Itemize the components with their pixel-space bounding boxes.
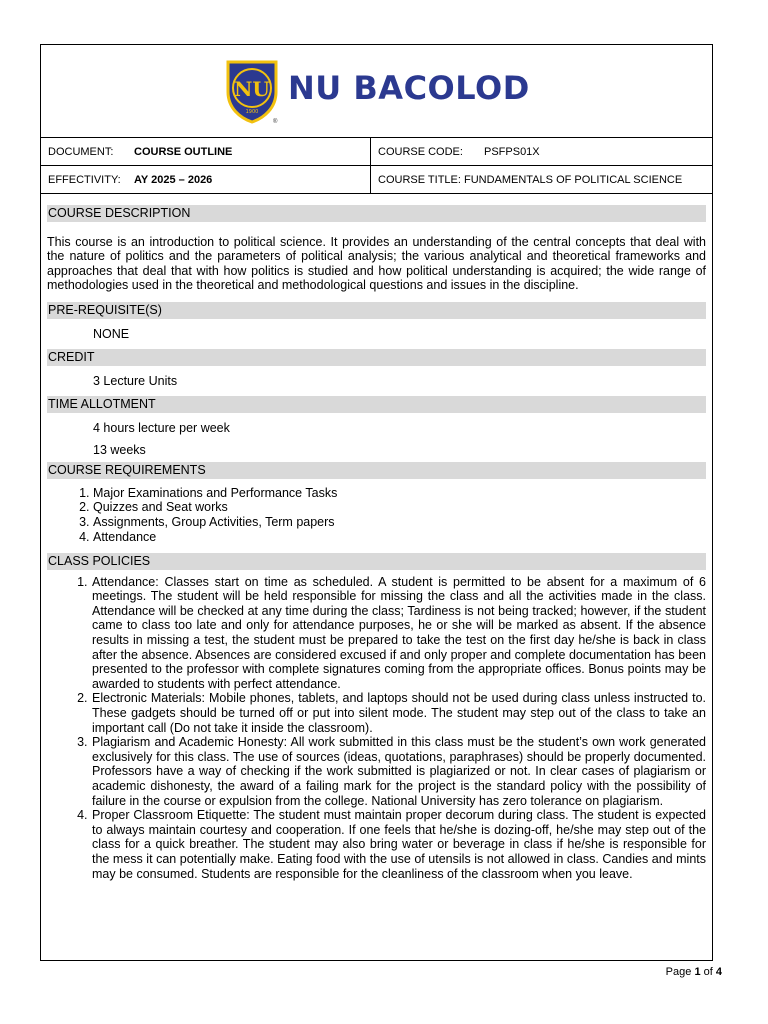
course-title-cell — [371, 166, 712, 193]
info-row-1 — [41, 138, 712, 166]
document-body — [41, 194, 712, 881]
registered-mark: ® — [273, 119, 278, 125]
requirements-list — [47, 486, 706, 544]
document-frame — [40, 44, 713, 961]
time-allotment-weeks: 13 weeks — [93, 442, 146, 457]
course-title: COURSE TITLE: FUNDAMENTALS OF POLITICAL SCIENCE — [378, 173, 683, 186]
course-code-value: PSFPS01X — [484, 145, 540, 158]
page-total: 4 — [715, 966, 722, 978]
list-item: 3. Assignments, Group Activities, Term papers — [93, 515, 706, 530]
section-heading-class-policies: CLASS POLICIES — [47, 553, 706, 570]
brand-name: NU BACOLOD — [288, 69, 530, 107]
svg-text:1900: 1900 — [245, 109, 259, 115]
list-item: 2. Quizzes and Seat works — [93, 500, 706, 515]
effectivity-cell — [41, 166, 371, 193]
list-item: 4. Attendance — [93, 530, 706, 545]
info-row-2 — [41, 166, 712, 194]
section-heading-time-allotment: TIME ALLOTMENT — [47, 396, 706, 413]
page-of: of — [703, 966, 713, 978]
document-label: DOCUMENT: — [48, 145, 114, 158]
header-logo-row — [41, 45, 712, 138]
section-heading-requirements: COURSE REQUIREMENTS — [47, 462, 706, 479]
credit-value: 3 Lecture Units — [93, 373, 178, 388]
prerequisites-value: NONE — [93, 326, 130, 341]
class-policies-list — [47, 575, 706, 881]
section-heading-description: COURSE DESCRIPTION — [47, 205, 706, 222]
svg-text:NU: NU — [234, 77, 270, 101]
list-item: 4. Proper Classroom Etiquette: The student must maintain proper decorum during class. The student is expected to always maintain courtesy and cooperation. If one feels that he/she is dozing-off, he/she may step out of the class for a quick breather. The student may also bring water or beverage in class if he/she is responsible for the mess it can potentially make. Eating food with the use of utensils is not allowed in class. Candies and mints may be consumed. Students are responsible for the cleanliness of the classroom when you leave. — [91, 808, 706, 881]
university-seal-logo — [224, 58, 280, 124]
course-description-text: This course is an introduction to political science. It provides an understanding of the central concepts that deal with the nature of politics and the parameters of political analysis; the various analytical and theoretical frameworks and approaches that deal that with how politics is studied and how political understanding is acquired; the wide range of methodologies used in the theoretical and methodological questions and issues in the discipline. — [47, 234, 706, 293]
course-code-cell — [371, 138, 712, 165]
effectivity-value: AY 2025 – 2026 — [134, 173, 213, 186]
effectivity-label: EFFECTIVITY: — [48, 173, 121, 186]
page-current: 1 — [694, 966, 701, 978]
page-label: Page — [665, 966, 692, 978]
page-footer — [666, 966, 722, 978]
section-heading-prerequisites: PRE-REQUISITE(S) — [47, 302, 706, 319]
document-cell — [41, 138, 371, 165]
time-allotment-hours: 4 hours lecture per week — [93, 420, 230, 435]
list-item: 1. Attendance: Classes start on time as scheduled. A student is permitted to be absent for a maximum of 6 meetings. The student will be held responsible for missing the class and all the activities made in the class. Attendance will be checked at any time during the class; Tardiness is not being tracked; however, if the student came to class too late and only for attendance purposes, he or she will be marked as absent. If the absence results in missing a test, the student must be prepared to take the test on the first day he/she is back in class after the absence. Absences are considered excused if and only proper and complete documentation has been presented to the professor with complete signatures coming from the appropriate offices. Bonus points may be awarded to students with perfect attendance. — [91, 575, 706, 692]
list-item: 2. Electronic Materials: Mobile phones, tablets, and laptops should not be used during class unless instructed to. These gadgets should be turned off or put into silent mode. The student may step out of the class to take an important call (Do not take it inside the classroom). — [91, 691, 706, 735]
list-item: 1. Major Examinations and Performance Tasks — [93, 486, 706, 501]
list-item: 3. Plagiarism and Academic Honesty: All work submitted in this class must be the student’s own work generated exclusively for this class. The use of sources (ideas, quotations, paraphrases) should be properly documented. Professors have a way of checking if the work submitted is plagiarized or not. In clear cases of plagiarism or academic dishonesty, the award of a failing mark for the project is the standard policy with the possibility of failure in the course or expulsion from the college. National University has zero tolerance on plagiarism. — [91, 735, 706, 808]
document-value: COURSE OUTLINE — [134, 145, 233, 158]
section-heading-credit: CREDIT — [47, 349, 706, 366]
course-code-label: COURSE CODE: — [378, 145, 463, 158]
